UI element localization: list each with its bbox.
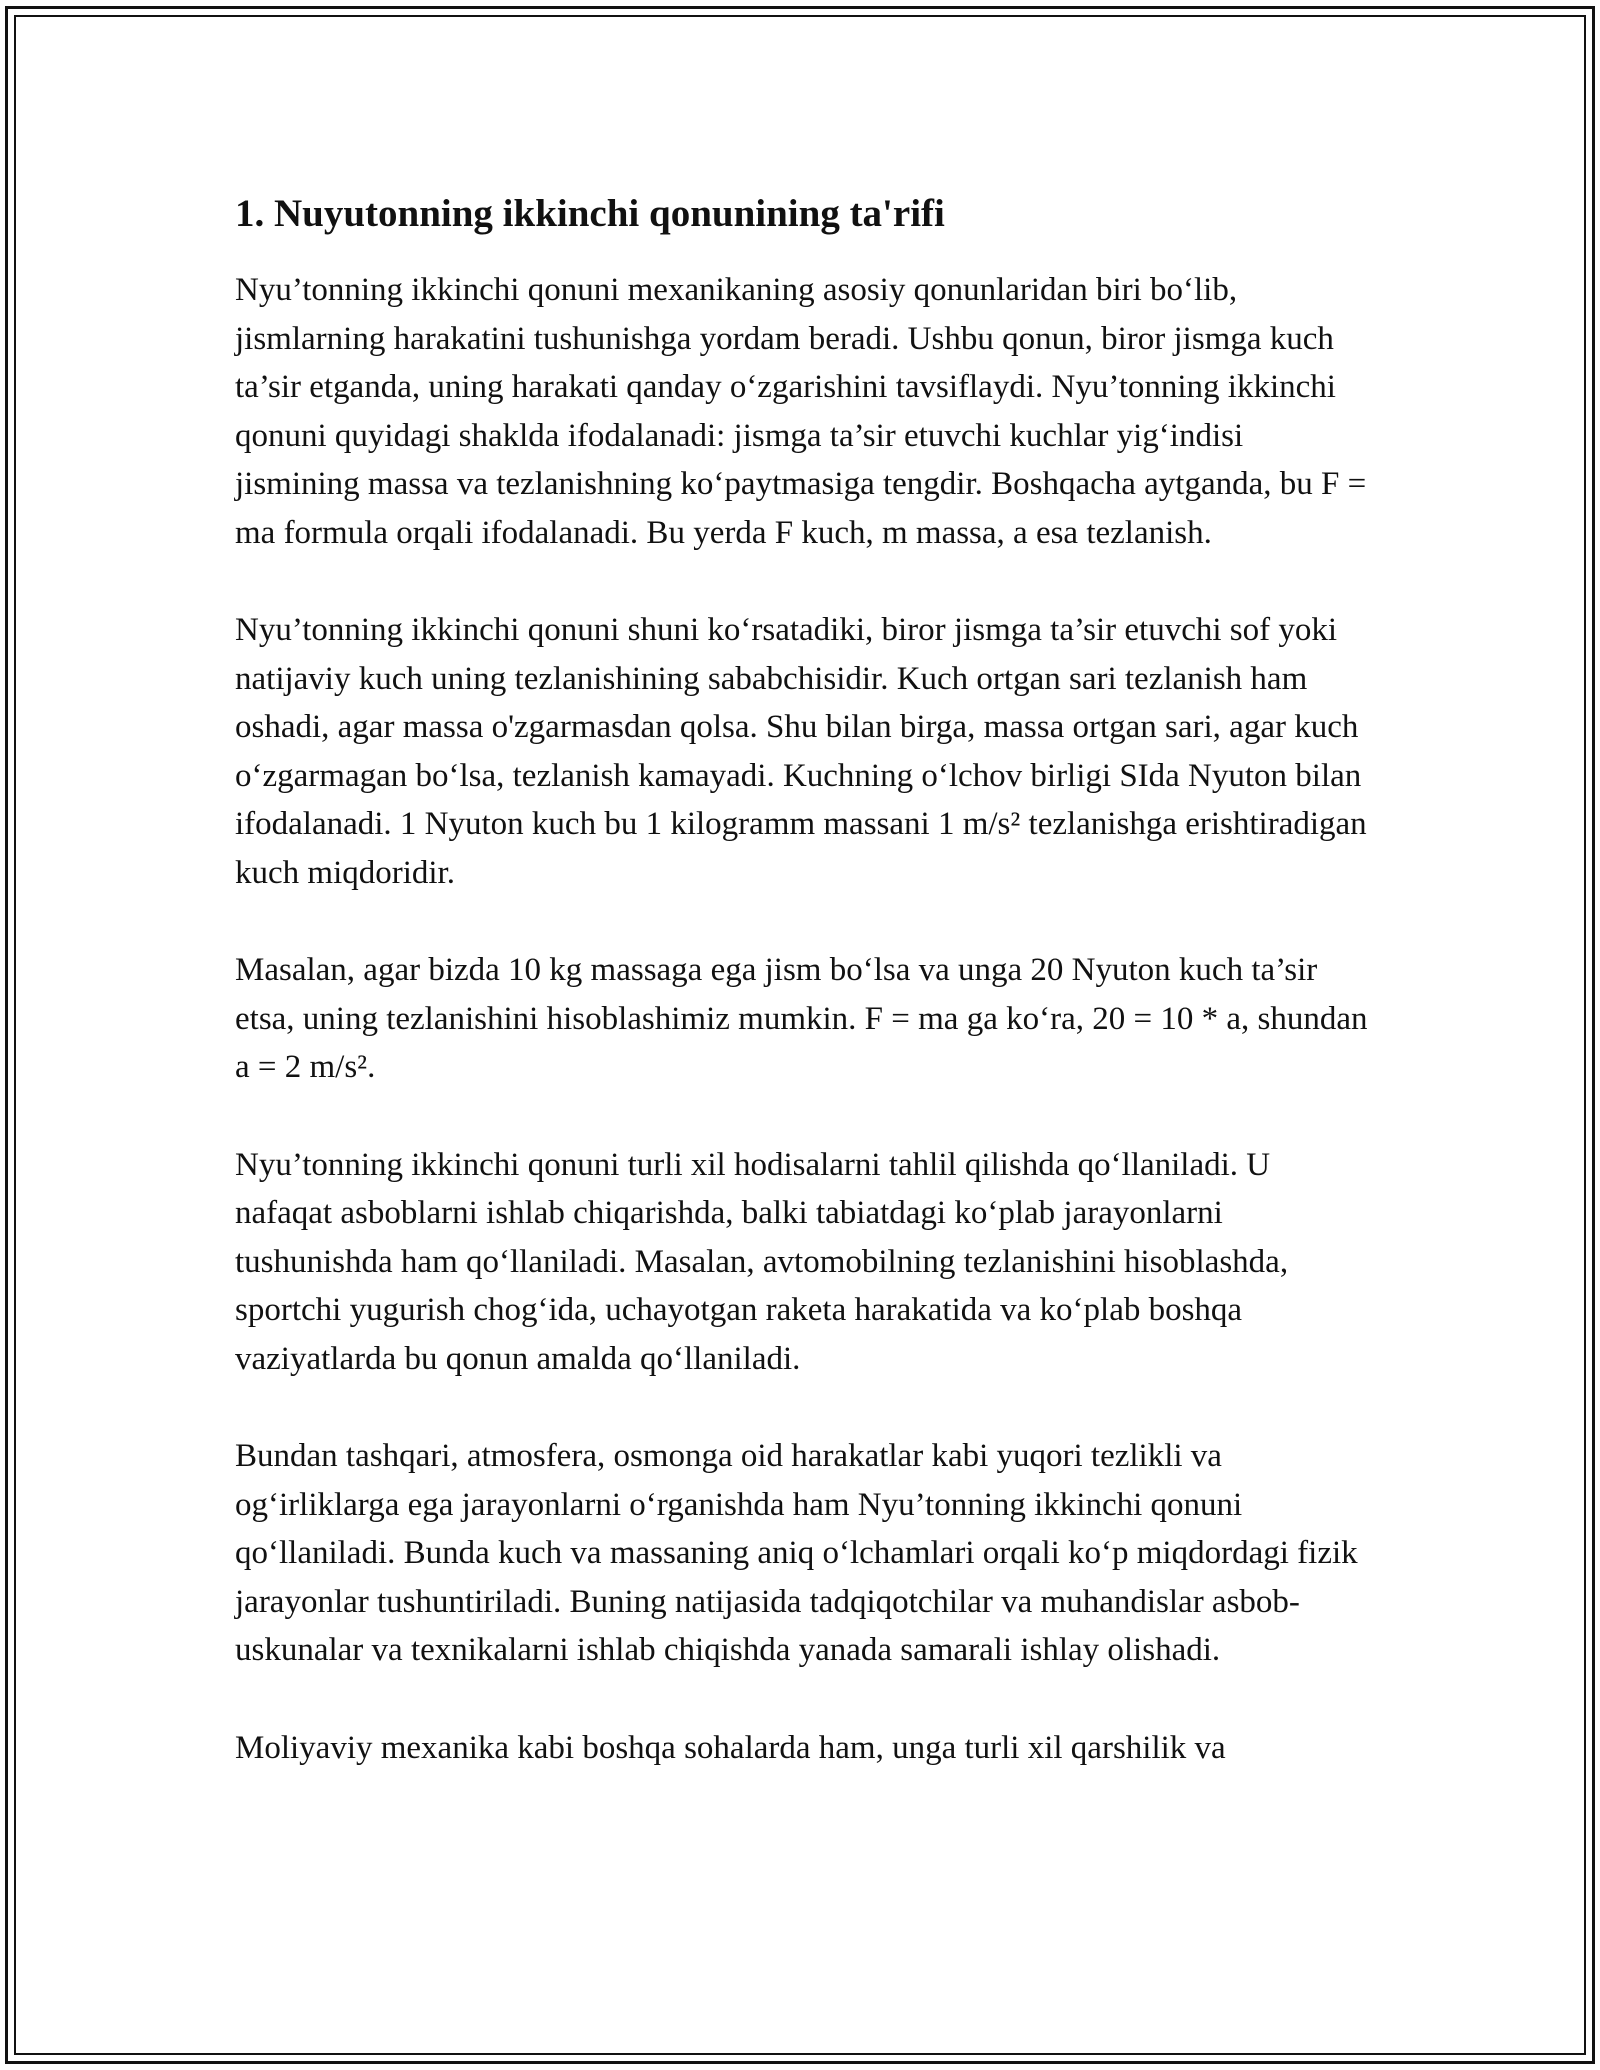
paragraph-net-force: Nyu’tonning ikkinchi qonuni shuni ko‘rsatadiki, biror jismga ta’sir etuvchi sof yoki natijaviy kuch uning tezlanishining sababchisidir. Kuch ortgan sari tezlanish ham oshadi, agar massa o'zgarmasdan qolsa. Shu bilan birga, massa ortgan sari, agar kuch o‘zgarmagan bo‘lsa, tezlanish kamayadi. Kuchning o‘lchov birligi SIda Nyuton bilan ifodalanadi. 1 Nyuton kuch bu 1 kilogramm massani 1 m/s² tezlanishga erishtiradigan kuch miqdoridir.	[235, 612, 1367, 891]
paragraph-applications: Nyu’tonning ikkinchi qonuni turli xil hodisalarni tahlil qilishda qo‘llaniladi. U nafaqat asboblarni ishlab chiqarishda, balki tabiatdagi ko‘plab jarayonlarni tushunishda ham qo‘llaniladi. Masalan, avtomobilning tezlanishini hisoblashda, sportchi yugurish chog‘ida, uchayotgan raketa harakatida va ko‘plab boshqa vaziyatlarda bu qonun amalda qo‘llaniladi.	[235, 1146, 1289, 1377]
paragraph-definition: Nyu’tonning ikkinchi qonuni mexanikaning asosiy qonunlaridan biri bo‘lib, jismlarning harakatini tushunishga yordam beradi. Ushbu qonun, biror jismga kuch ta’sir etganda, uning harakati qanday o‘zgarishini tavsiflaydi. Nyu’tonning ikkinchi qonuni quyidagi shaklda ifodalanadi: jismga ta’sir etuvchi kuchlar yig‘indisi jismining massa va tezlanishning ko‘paytmasiga tengdir. Boshqacha aytganda, bu F = ma formula orqali ifodalanadi. Bu yerda F kuch, m massa, a esa tezlanish.	[235, 272, 1367, 551]
paragraph-research: Bundan tashqari, atmosfera, osmonga oid harakatlar kabi yuqori tezlikli va og‘irliklarga ega jarayonlarni o‘rganishda ham Nyu’tonning ikkinchi qonuni qo‘llaniladi. Bunda kuch va massaning aniq o‘lchamlari orqali ko‘p miqdordagi fizik jarayonlar tushuntiriladi. Buning natijasida tadqiqotchilar va muhandislar asbob-uskunalar va texnikalarni ishlab chiqishda yanada samarali ishlay olishadi.	[235, 1438, 1358, 1668]
paragraph-other-fields: Moliyaviy mexanika kabi boshqa sohalarda ham, unga turli xil qarshilik va	[235, 1729, 1226, 1766]
document-body	[235, 186, 1370, 1821]
section-heading: 1. Nuyutonning ikkinchi qonunining ta'rifi	[235, 192, 945, 235]
paragraph-example: Masalan, agar bizda 10 kg massaga ega jism bo‘lsa va unga 20 Nyuton kuch ta’sir etsa, uning tezlanishini hisoblashimiz mumkin. F = ma ga ko‘ra, 20 = 10 * a, shundan a = 2 m/s².	[235, 952, 1368, 1085]
